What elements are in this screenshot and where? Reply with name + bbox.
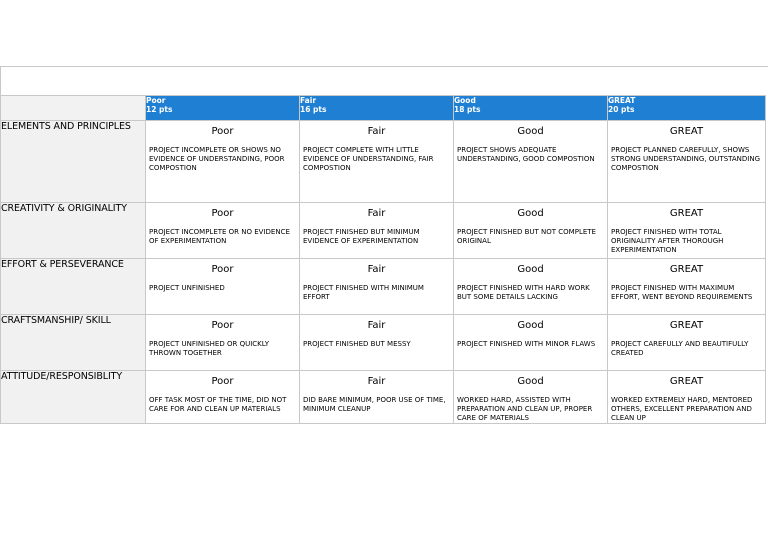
cell-level: GREAT bbox=[669, 208, 704, 219]
rubric-cell bbox=[146, 371, 300, 424]
cell-level: Good bbox=[517, 208, 544, 219]
cell-description: PROJECT INCOMPLETE OR SHOWS NO EVIDENCE OF UNDERSTANDING, POOR COMPOSTION bbox=[149, 146, 285, 172]
cell-level: Fair bbox=[367, 320, 386, 331]
table-row bbox=[1, 259, 766, 315]
corner-cell bbox=[1, 96, 146, 121]
cell-description: PROJECT FINISHED BUT NOT COMPLETE ORIGINAL bbox=[457, 228, 596, 245]
rubric-cell bbox=[300, 121, 454, 203]
level-header-fair bbox=[300, 96, 454, 121]
cell-level: GREAT bbox=[669, 320, 704, 331]
cell-description: PROJECT PLANNED CAREFULLY, SHOWS STRONG UNDERSTANDING, OUTSTANDING COMPOSTION bbox=[611, 146, 761, 172]
table-row bbox=[1, 203, 766, 259]
rubric-cell bbox=[454, 259, 608, 315]
cell-level: Good bbox=[517, 264, 544, 275]
level-points: 16 pts bbox=[300, 105, 327, 114]
level-name: Fair bbox=[300, 96, 317, 105]
level-header-poor bbox=[146, 96, 300, 121]
level-name: Good bbox=[454, 96, 476, 105]
rubric-cell bbox=[608, 371, 766, 424]
cell-level: GREAT bbox=[669, 376, 704, 387]
rubric-cell bbox=[608, 315, 766, 371]
cell-description: PROJECT FINISHED WITH HARD WORK BUT SOME DETAILS LACKING bbox=[457, 284, 590, 301]
table-row bbox=[1, 121, 766, 203]
table-row bbox=[1, 315, 766, 371]
cell-description: PROJECT COMPLETE WITH LITTLE EVIDENCE OF UNDERSTANDING, FAIR COMPOSTION bbox=[303, 146, 434, 172]
rubric-cell bbox=[454, 371, 608, 424]
cell-level: GREAT bbox=[669, 264, 704, 275]
rubric-cell bbox=[454, 121, 608, 203]
rubric-cell bbox=[146, 121, 300, 203]
level-points: 20 pts bbox=[608, 105, 635, 114]
rubric-cell bbox=[300, 371, 454, 424]
rubric-cell bbox=[608, 203, 766, 259]
cell-description: PROJECT FINISHED WITH MINIMUM EFFORT bbox=[303, 284, 424, 301]
criterion-label: ELEMENTS AND PRINCIPLES bbox=[1, 121, 146, 203]
cell-level: Fair bbox=[367, 264, 386, 275]
cell-level: Good bbox=[517, 376, 544, 387]
table-row bbox=[1, 371, 766, 424]
rubric-cell bbox=[300, 315, 454, 371]
cell-level: Poor bbox=[211, 320, 234, 331]
cell-level: Good bbox=[517, 126, 544, 137]
cell-level: Poor bbox=[211, 208, 234, 219]
level-header-great bbox=[608, 96, 766, 121]
cell-level: Fair bbox=[367, 126, 386, 137]
rubric-cell bbox=[608, 121, 766, 203]
cell-level: GREAT bbox=[669, 126, 704, 137]
header-row bbox=[1, 96, 766, 121]
level-name: GREAT bbox=[608, 96, 636, 105]
cell-description: PROJECT FINISHED BUT MINIMUM EVIDENCE OF EXPERIMENTATION bbox=[303, 228, 420, 245]
cell-description: WORKED HARD, ASSISTED WITH PREPARATION AND CLEAN UP, PROPER CARE OF MATERIALS bbox=[457, 396, 593, 422]
cell-description: PROJECT FINISHED WITH MINOR FLAWS bbox=[457, 340, 596, 348]
rubric-cell bbox=[608, 259, 766, 315]
cell-level: Fair bbox=[367, 208, 386, 219]
cell-description: PROJECT UNFINISHED bbox=[149, 284, 225, 292]
level-points: 18 pts bbox=[454, 105, 481, 114]
rubric-cell bbox=[146, 203, 300, 259]
cell-description: DID BARE MINIMUM, POOR USE OF TIME, MINIMUM CLEANUP bbox=[303, 396, 446, 413]
rubric-cell bbox=[300, 203, 454, 259]
rubric-title-band bbox=[0, 66, 768, 95]
cell-description: PROJECT FINISHED WITH MAXIMUM EFFORT, WENT BEYOND REQUIREMENTS bbox=[611, 284, 753, 301]
cell-description: PROJECT FINISHED WITH TOTAL ORIGINALITY AFTER THOROUGH EXPERIMENTATION bbox=[611, 228, 724, 254]
cell-level: Fair bbox=[367, 376, 386, 387]
criterion-label: EFFORT & PERSEVERANCE bbox=[1, 259, 146, 315]
cell-description: OFF TASK MOST OF THE TIME, DID NOT CARE FOR AND CLEAN UP MATERIALS bbox=[149, 396, 287, 413]
criterion-label: CREATIVITY & ORIGINALITY bbox=[1, 203, 146, 259]
rubric-cell bbox=[146, 259, 300, 315]
criterion-label: CRAFTSMANSHIP/ SKILL bbox=[1, 315, 146, 371]
level-name: Poor bbox=[146, 96, 166, 105]
rubric-cell bbox=[146, 315, 300, 371]
rubric-cell bbox=[454, 315, 608, 371]
cell-level: Poor bbox=[211, 264, 234, 275]
cell-description: PROJECT CAREFULLY AND BEAUTIFULLY CREATED bbox=[611, 340, 749, 357]
cell-description: WORKED EXTREMELY HARD, MENTORED OTHERS, EXCELLENT PREPARATION AND CLEAN UP bbox=[611, 396, 753, 422]
rubric-cell bbox=[454, 203, 608, 259]
cell-level: Poor bbox=[211, 126, 234, 137]
criterion-label: ATTITUDE/RESPONSIBLITY bbox=[1, 371, 146, 424]
cell-description: PROJECT UNFINISHED OR QUICKLY THROWN TOGETHER bbox=[149, 340, 269, 357]
level-header-good bbox=[454, 96, 608, 121]
cell-description: PROJECT SHOWS ADEQUATE UNDERSTANDING, GOOD COMPOSTION bbox=[457, 146, 595, 163]
level-points: 12 pts bbox=[146, 105, 173, 114]
cell-description: PROJECT FINISHED BUT MESSY bbox=[303, 340, 411, 348]
rubric-table bbox=[0, 95, 766, 424]
cell-level: Poor bbox=[211, 376, 234, 387]
rubric-cell bbox=[300, 259, 454, 315]
cell-description: PROJECT INCOMPLETE OR NO EVIDENCE OF EXPERIMENTATION bbox=[149, 228, 290, 245]
cell-level: Good bbox=[517, 320, 544, 331]
